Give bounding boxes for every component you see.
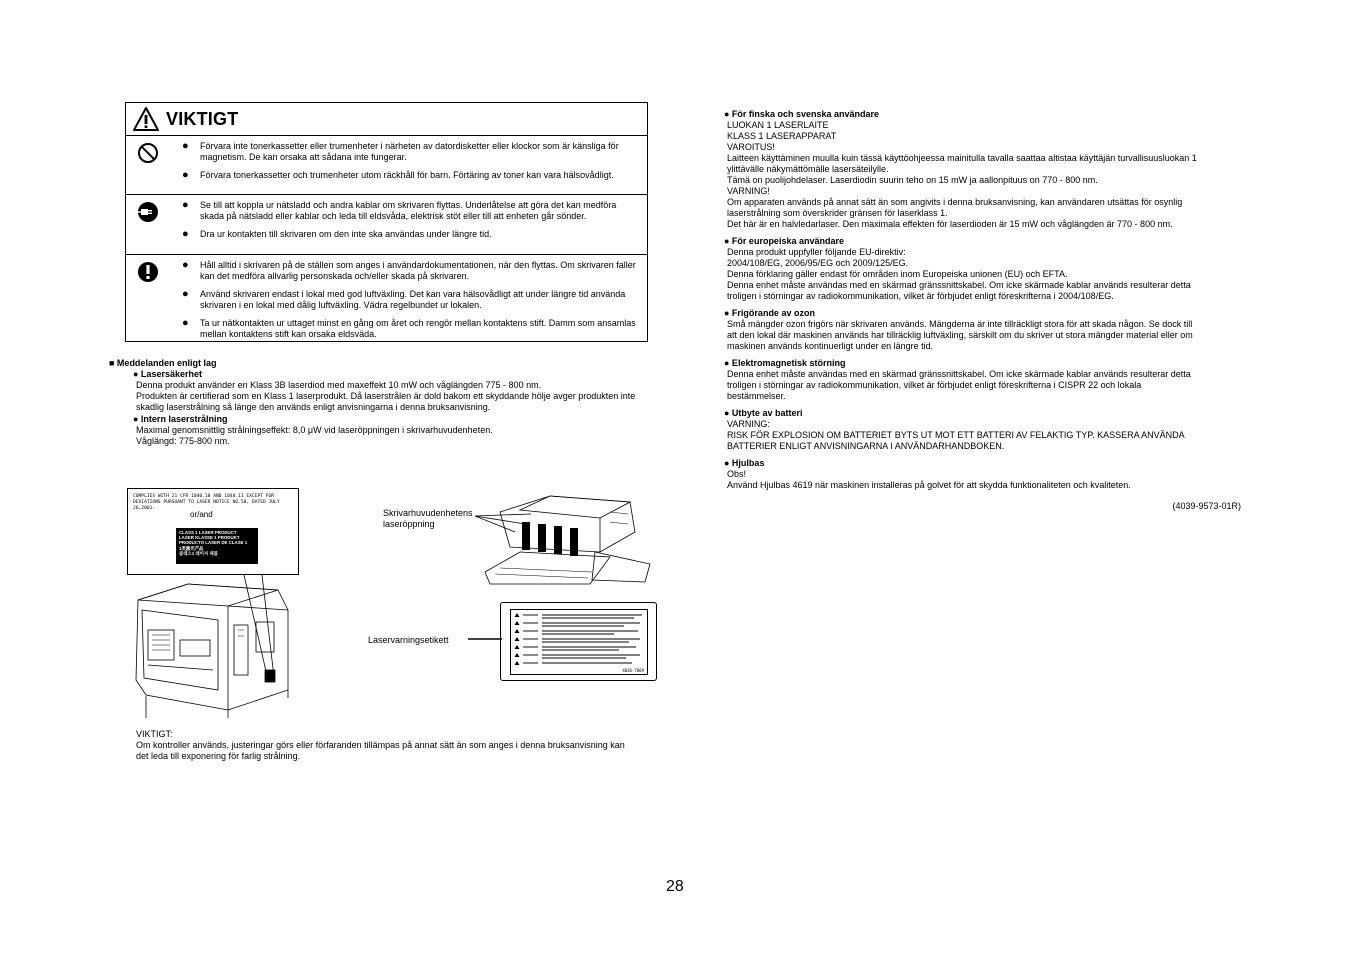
prohibition-icon — [137, 142, 159, 164]
internal-radiation-text: Maximal genomsnittlig strålningseffekt: 8,0 μW vid laseröppningen i skrivarhuvudenheten. Våglängd: 775-800 nm. — [136, 425, 493, 446]
label-code: 4036-7009 — [622, 668, 644, 673]
warning-box — [125, 102, 648, 342]
warning-label-pointer — [468, 636, 502, 642]
important-note: VIKTIGT: Om kontroller används, justeringar görs eller förfaranden tillämpas på annat sätt än som anges i denna bruksanvisning kan det leda till exponering för farlig strålning. — [136, 729, 625, 761]
compliance-text: COMPLIES WITH 21 CFR 1040.10 AND 1040.11 EXCEPT FOR DEVIATIONS PURSUANT TO LASER NOTICE NO.50, DATED JULY 26,2001. — [133, 494, 280, 511]
warning-triangle-icon — [132, 106, 160, 132]
compliance-label — [127, 488, 299, 575]
warning-item: ● Dra ur kontakten till skrivaren om den inte ska användas under längre tid. — [182, 228, 492, 240]
or-and-text: or/and — [190, 510, 213, 519]
warning-item: ● Förvara inte tonerkassetter eller trumenheter i närheten av datordisketter eller klockor som är känsliga för magnetism. De kan orsaka att sådana inte fungerar. — [182, 140, 619, 162]
finnish-section: ● För finska och svenska användare LUOKAN 1 LASERLAITE KLASS 1 LASERAPPARAT VAROITUS! Laitteen käyttäminen muulla kuin tässä käyttöohjeessa mainitulla tavalla saattaa altistaa käyttäjän turvallisuusluokan 1 ylittävälle näkymättömälle lasersäteilylle. Tämä on puolijohdelaser. Laserdiodin suurin teho on 15 mW ja aallonpituus on 770 - 800 nm. VARNING! Om apparaten används på annat sätt än som angivits i denna bruksanvisning, kan användaren utsättas för osynlig laserstrålning som överskrider gränsen för laserklass 1. Det här är en halvledarlaser. Den maximala effekten för laserdioden är 15 mW och våglängden är 770 - 800 nm. — [724, 109, 1197, 229]
laser-warning-label — [500, 602, 657, 681]
ozone-section: ● Frigörande av ozon Små mängder ozon frigörs när skrivaren används. Mängderna är inte tillräckligt stora för att skada någon. Se dock till att den lokal där maskinen används har tillräcklig luftväxling, särskilt om du skriver ut stora mängder material eller om maskinen används kontinuerligt under en längre tid. — [724, 308, 1193, 351]
printhead-label: Skrivarhuvudenhetens laseröppning — [383, 508, 473, 529]
wheels-section: ● Hjulbas Obs! Använd Hjulbas 4619 när maskinen installeras på golvet för att skydda funktionaliteten och kvaliteten. — [724, 458, 1131, 490]
warning-title: VIKTIGT — [166, 109, 239, 129]
warning-row-unplug — [126, 195, 647, 255]
laser-warning-label-text-lines — [514, 612, 644, 670]
warning-item: ● Håll alltid i skrivaren på de ställen som anges i användardokumentationen, när den flyttas. Om skrivaren faller kan det medföra allvarlig personskada och/eller skada på skrivaren. — [182, 259, 636, 281]
laser-safety-heading: ● Lasersäkerhet — [133, 369, 202, 379]
warning-item: ● Se till att koppla ur nätsladd och andra kablar om skrivaren flyttas. Underlåtelse att göra det kan medföra skada på nätsladd eller kablar och leda till eldsvåda, elektrisk stöt eller till att enheten går sönder. — [182, 199, 617, 221]
pointer-lines — [240, 575, 280, 685]
warning-row-prohibition — [126, 136, 647, 195]
printhead-pointer-lines — [475, 508, 535, 538]
page-number: 28 — [666, 878, 684, 895]
internal-radiation-heading: ● Intern laserstrålning — [133, 414, 228, 424]
right-column — [724, 109, 1247, 512]
unplug-icon — [137, 201, 159, 223]
regulatory-heading: ■ Meddelanden enligt lag — [109, 358, 217, 368]
laser-warning-caption: Laservarningsetikett — [368, 635, 449, 645]
warning-item: ● Ta ur nätkontakten ur uttaget minst en gång om året och rengör mellan kontaktens stift. Damm som ansamlas mellan kontaktens stift kan orsaka eldsväda. — [182, 317, 636, 339]
warning-item: ● Förvara tonerkassetter och trumenheter utom räckhåll för barn. Förtäring av toner kan vara hälsovådligt. — [182, 169, 614, 181]
class1-laser-label: CLASS 1 LASER PRODUCT LASER KLASSE 1 PRODUKT PRODUCTO LASER DE CLASE 1 1类激光产品 클래스1 레이저 제품 — [176, 528, 258, 564]
exclamation-icon — [137, 261, 159, 283]
battery-section: ● Utbyte av batteri VARNING: RISK FÖR EXPLOSION OM BATTERIET BYTS UT MOT ETT BATTERI AV FELAKTIG TYP. KASSERA ANVÄNDA BATTERIER ENLIGT ANVISNINGARNA I ANVÄNDARHANDBOKEN. — [724, 408, 1185, 451]
printer-open-illustration — [480, 492, 660, 592]
laser-safety-text: Denna produkt använder en Klass 3B laserdiod med maxeffekt 10 mW och våglängden 775 - 800 nm. Produkten är certifierad som en Klass 1 laserprodukt. Då laserstrålen är dold bakom ett skyddande hölje avger produkten inte skadlig laserstrålning så länge den används enligt anvisningarna i denna bruksanvisning. — [136, 380, 636, 412]
warning-item: ● Använd skrivaren endast i lokal med god luftväxling. Det kan vara hälsovådligt att under längre tid använda skrivaren i en lokal med dålig luftväxling. Vädra regelbundet ur lokalen. — [182, 288, 626, 310]
emc-section: ● Elektromagnetisk störning Denna enhet måste användas med en skärmad gränssnittskabel. Om icke skärmade kablar används resulterar detta troligen i störningar av radiokommunikation, vilket är förbjudet enligt föreskrifterna i CISPR 22 och lokala bestämmelser. — [724, 358, 1191, 401]
document-code: (4039-9573-01R) — [1172, 501, 1241, 511]
warning-header — [126, 103, 647, 136]
warning-row-caution — [126, 255, 647, 341]
european-section: ● För europeiska användare Denna produkt uppfyller följande EU-direktiv: 2004/108/EG, 2006/95/EG och 2009/125/EG. Denna förklaring gäller endast för områden inom Europeiska unionen (EU) och EFTA. Denna enhet måste användas med en skärmad gränssnittskabel. Om icke skärmade kablar används resulterar detta troligen i störningar av radiokommunikation, vilket är förbjudet enligt föreskrifterna i 2004/108/EG. — [724, 236, 1191, 301]
